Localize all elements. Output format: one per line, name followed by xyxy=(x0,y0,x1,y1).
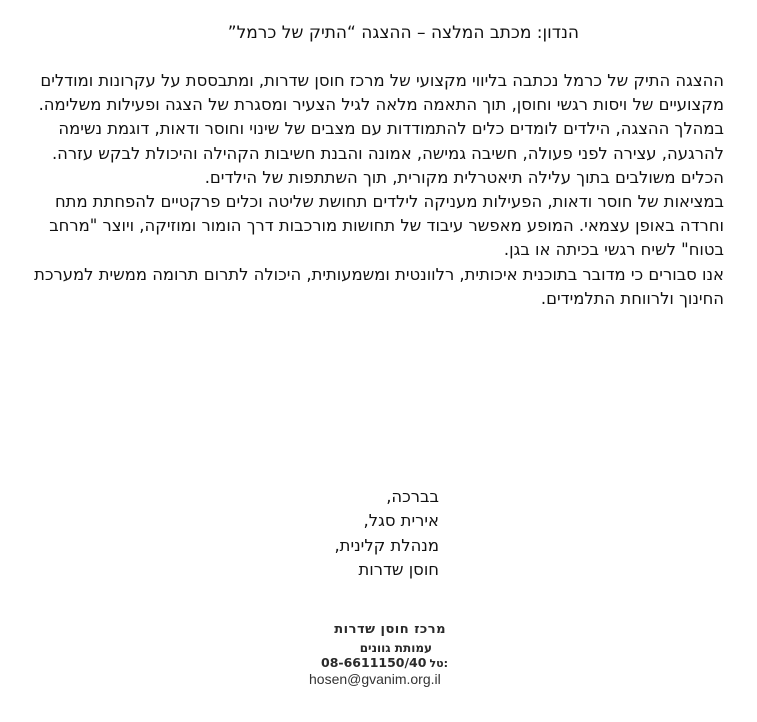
stamp-association-name: עמותת גוונים xyxy=(359,641,432,655)
signer-name: אירית סגל, xyxy=(363,511,439,531)
letter-subject: הנדון: מכתב המלצה – ההצגה “התיק של כרמל” xyxy=(227,23,579,43)
stamp-phone: 08-6611150/40 xyxy=(321,655,427,670)
body-paragraph: ההצגה התיק של כרמל נכתבה בליווי מקצועי של מרכז חוסן שדרות, ומתבססת על עקרונות ומודלים מקצועיים של ויסות רגשי וחוסן, תוך התאמה מלאה לגיל הצעיר ומסגרת של הצגה ופעילות משלימה. xyxy=(38,71,724,115)
signature-block xyxy=(239,485,439,582)
signer-role: מנהלת קלינית, xyxy=(334,535,439,555)
body-paragraph: במהלך ההצגה, הילדים לומדים כלים להתמודדות עם מצבים של שינוי וחוסר ודאות, דוגמת נשימה להרגעה, עצירה לפני פעולה, חשיבה גמישה, אמונה והבנת חשיבות הקהילה והיכולת לבקש עזרה. הכלים משולבים בתוך עלילה תיאטרלית מקורית, תוך השתתפות של הילדים. xyxy=(51,119,724,187)
body-paragraph: אנו סבורים כי מדובר בתוכנית איכותית, רלוונטית ומשמעותית, היכולה לתרום תרומה ממשית למערכת החינוך ולרווחת התלמידים. xyxy=(34,264,724,308)
signer-organization: חוסן שדרות xyxy=(358,559,439,579)
stamp-org-name: מרכז חוסן שדרות xyxy=(334,622,446,637)
closing-greeting: בברכה, xyxy=(386,487,439,506)
body-paragraph: במציאות של חוסר ודאות, הפעילות מעניקה לילדים תחושת שליטה וכלים פרקטיים להפחתת מתח וחרדה באופן עצמאי. המופע מאפשר עיבוד של תחושות מורכבות דרך הומור ומוזיקה, ויוצר "מרחב בטוח" לשיח רגשי בכיתה או בגן. xyxy=(49,192,724,260)
stamp-phone-line xyxy=(321,655,448,670)
letter-body xyxy=(34,69,724,311)
stamp-tel-label: טל: xyxy=(429,657,448,670)
stamp-email: hosen@gvanim.org.il xyxy=(309,671,441,687)
